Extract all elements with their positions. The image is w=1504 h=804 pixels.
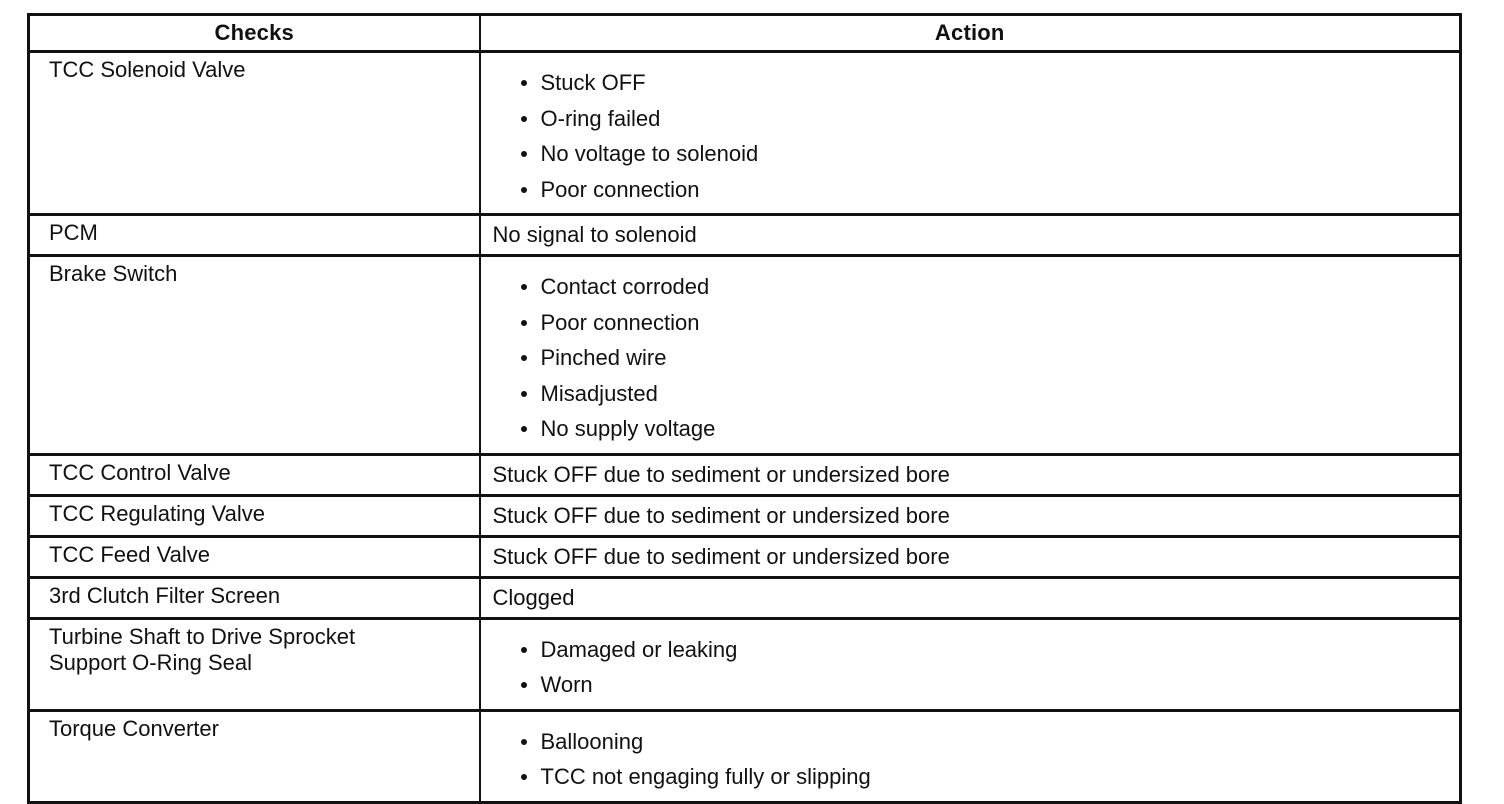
action-cell: [480, 618, 1461, 710]
action-bullet-list: [493, 712, 1450, 801]
check-cell: TCC Control Valve: [29, 454, 480, 495]
action-bullet-list: [493, 53, 1450, 213]
check-cell: 3rd Clutch Filter Screen: [29, 577, 480, 618]
action-bullet-list: [493, 257, 1450, 453]
action-text: No signal to solenoid: [492, 222, 697, 247]
action-text: Stuck OFF due to sediment or undersized bore: [492, 502, 950, 528]
check-cell: Brake Switch: [29, 256, 480, 455]
action-bullet-item: Damaged or leaking: [519, 632, 1450, 668]
action-cell: [480, 536, 1461, 577]
action-cell: [480, 454, 1461, 495]
action-bullet-list: [493, 620, 1450, 709]
check-cell: Turbine Shaft to Drive Sprocket Support O-Ring Seal: [29, 618, 480, 710]
action-text: Stuck OFF due to sediment or undersized bore: [492, 543, 950, 569]
action-cell: [480, 52, 1461, 215]
action-cell: [480, 577, 1461, 618]
check-cell: TCC Feed Valve: [29, 536, 480, 577]
action-bullet-item: Poor connection: [519, 305, 1450, 341]
header-action: Action: [480, 15, 1461, 52]
action-cell: [480, 495, 1461, 536]
action-bullet-item: Poor connection: [519, 172, 1450, 208]
table-row: [29, 256, 1461, 455]
action-cell: [480, 256, 1461, 455]
table-row: [29, 52, 1461, 215]
action-cell: [480, 215, 1461, 256]
header-checks: Checks: [29, 15, 480, 52]
table-row: [29, 454, 1461, 495]
action-bullet-item: Contact corroded: [519, 269, 1450, 305]
action-bullet-item: TCC not engaging fully or slipping: [519, 759, 1450, 795]
table-row: [29, 536, 1461, 577]
action-bullet-item: O-ring failed: [519, 101, 1450, 137]
check-cell: Torque Converter: [29, 710, 480, 802]
action-bullet-item: Worn: [519, 667, 1450, 703]
checks-action-table: [27, 13, 1462, 804]
table-row: [29, 495, 1461, 536]
action-cell: [480, 710, 1461, 802]
table-header-row: [29, 15, 1461, 52]
action-bullet-item: No supply voltage: [519, 411, 1450, 447]
action-bullet-item: Ballooning: [519, 724, 1450, 760]
table-row: [29, 710, 1461, 802]
check-cell: TCC Solenoid Valve: [29, 52, 480, 215]
action-text: Clogged: [492, 584, 575, 610]
action-bullet-item: No voltage to solenoid: [519, 136, 1450, 172]
table-row: [29, 618, 1461, 710]
table-row: [29, 215, 1461, 256]
action-bullet-item: Pinched wire: [519, 340, 1450, 376]
check-cell: TCC Regulating Valve: [29, 495, 480, 536]
action-text: Stuck OFF due to sediment or undersized bore: [492, 461, 950, 487]
action-bullet-item: Stuck OFF: [519, 65, 1450, 101]
action-bullet-item: Misadjusted: [519, 376, 1450, 412]
table-row: [29, 577, 1461, 618]
check-cell: PCM: [29, 215, 480, 256]
table-body: [29, 52, 1461, 803]
